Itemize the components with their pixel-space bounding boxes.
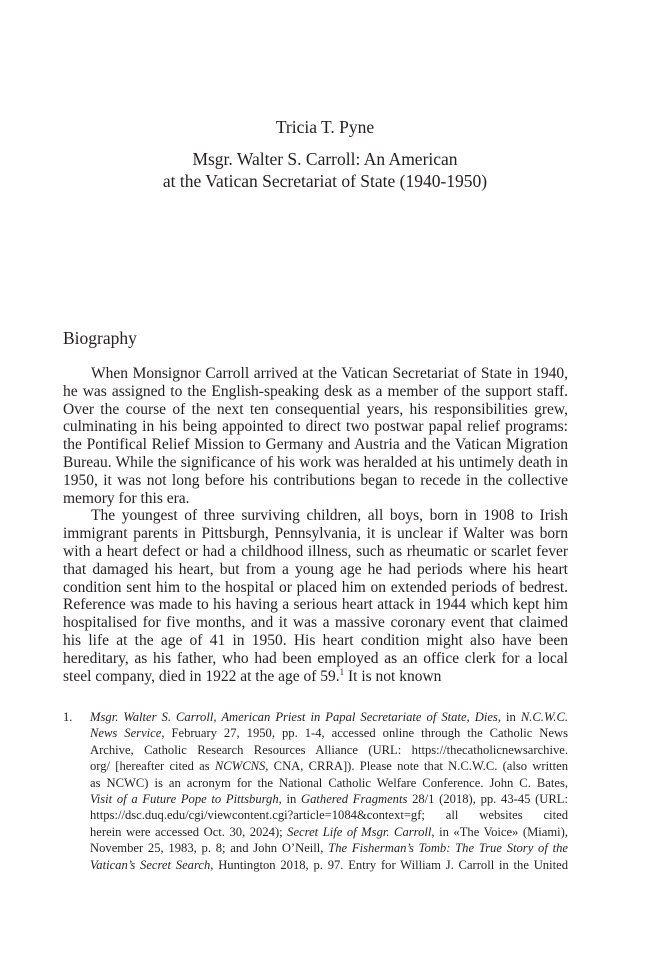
footnote-line (90, 775, 568, 791)
footnote-line (90, 791, 568, 807)
footnote-italic-text: The Fisherman’s Tomb: The True Story of the (328, 841, 569, 856)
footnote-line (90, 709, 568, 725)
footnote-italic-text: Visit of a Future Pope to Pittsburgh (90, 792, 279, 807)
footnote-number: 1. (63, 710, 73, 724)
footnote-line (90, 857, 568, 873)
footnote-italic-text: News Service (90, 726, 162, 741)
footnotes (63, 709, 568, 873)
footnote-line (90, 824, 568, 840)
footnote-text: , in (497, 710, 521, 724)
footnote-text: , in (278, 792, 301, 807)
author-name: Tricia T. Pyne (275, 117, 375, 137)
footnote-text: , Huntington 2018, p. 97. Entry for William J. Carroll in the United (210, 857, 568, 872)
article-title-line-2: at the Vatican Secretariat of State (1940-1950) (162, 171, 488, 191)
footnote-text: as NCWC) is an acronym for the National Catholic Welfare Conference. John C. Bates, (90, 775, 568, 790)
footnote-line (90, 758, 568, 774)
footnote-line (90, 725, 568, 741)
footnote-italic-text: Secret Life of Msgr. Carroll (287, 824, 432, 839)
footnote-text: November 25, 1983, p. 8; and John O’Neill, (90, 841, 329, 856)
body-text (63, 365, 568, 685)
footnote-text: , CNA, CRRA]). Please note that N.C.W.C. (also written (265, 759, 568, 774)
footnote-line (90, 807, 568, 823)
article-title (0, 148, 650, 192)
footnote-text: , in «The Voice» (Miami), (431, 824, 568, 839)
footnote-italic-text: NCWCNS (214, 759, 266, 774)
body-paragraph (63, 507, 568, 685)
footnote-italic-text: Gathered Fragments (301, 792, 408, 807)
footnote-text: 28/1 (2018), pp. 43-45 (URL: (407, 792, 568, 807)
footnote-italic-text: Msgr. Walter S. Carroll, American Priest in Papal Secretariate of State, Dies (90, 710, 498, 724)
footnote-italic-text: Vatican’s Secret Search (90, 857, 211, 872)
body-paragraph-text: The youngest of three surviving children, all boys, born in 1908 to Irish immigrant parents in Pittsburgh, Pennsylvania, it is unclear if Walter was born with a heart defect or had a childhood illness, such as rheumatic or scarlet fever that damaged his heart, but from a young age he had periods where his heart condition sent him to the hospital or placed him on extended periods of bedrest. Reference was made to his having a serious heart attack in 1944 which kept him hospitalised for five months, and it was a massive coronary event that claimed his life at the age of 41 in 1950. His heart condition might also have been hereditary, as his father, who had been employed as an office clerk for a local steel company, died in 1922 at the age of 59. (63, 507, 568, 685)
footnote-text: org/ [hereafter cited as (90, 759, 215, 774)
footnote-text: , February 27, 1950, pp. 1-4, accessed online through the Catholic News (161, 726, 568, 741)
body-paragraph-text: It is not known (344, 667, 442, 685)
article-title-line-1: Msgr. Walter S. Carroll: An American (192, 149, 458, 169)
footnote-text: https://dsc.duq.edu/cgi/viewcontent.cgi?article=1084&context=gf; all websites cited (90, 808, 568, 823)
footnote (63, 709, 568, 873)
footnote-italic-text: N.C.W.C. (520, 710, 568, 724)
body-paragraph: When Monsignor Carroll arrived at the Vatican Secretariat of State in 1940, he was assigned to the English-speaking desk as a member of the support staff. Over the course of the next ten consequential years, his responsibilities grew, culminating in his being appointed to direct two postwar papal relief programs: the Pontifical Relief Mission to Germany and Austria and the Vatican Migration Bureau. While the significance of his work was heralded at his untimely death in 1950, it was not long before his contributions began to recede in the collective memory for this era. (63, 365, 568, 507)
footnote-line (90, 840, 568, 856)
footnote-reference[interactable]: 1 (339, 666, 345, 677)
footnote-text: Archive, Catholic Research Resources Alliance (URL: https://thecatholicnewsarchive. (90, 742, 568, 757)
section-heading: Biography (63, 328, 137, 348)
footnote-text: herein were accessed Oct. 30, 2024); (90, 824, 288, 839)
footnote-line (90, 742, 568, 758)
